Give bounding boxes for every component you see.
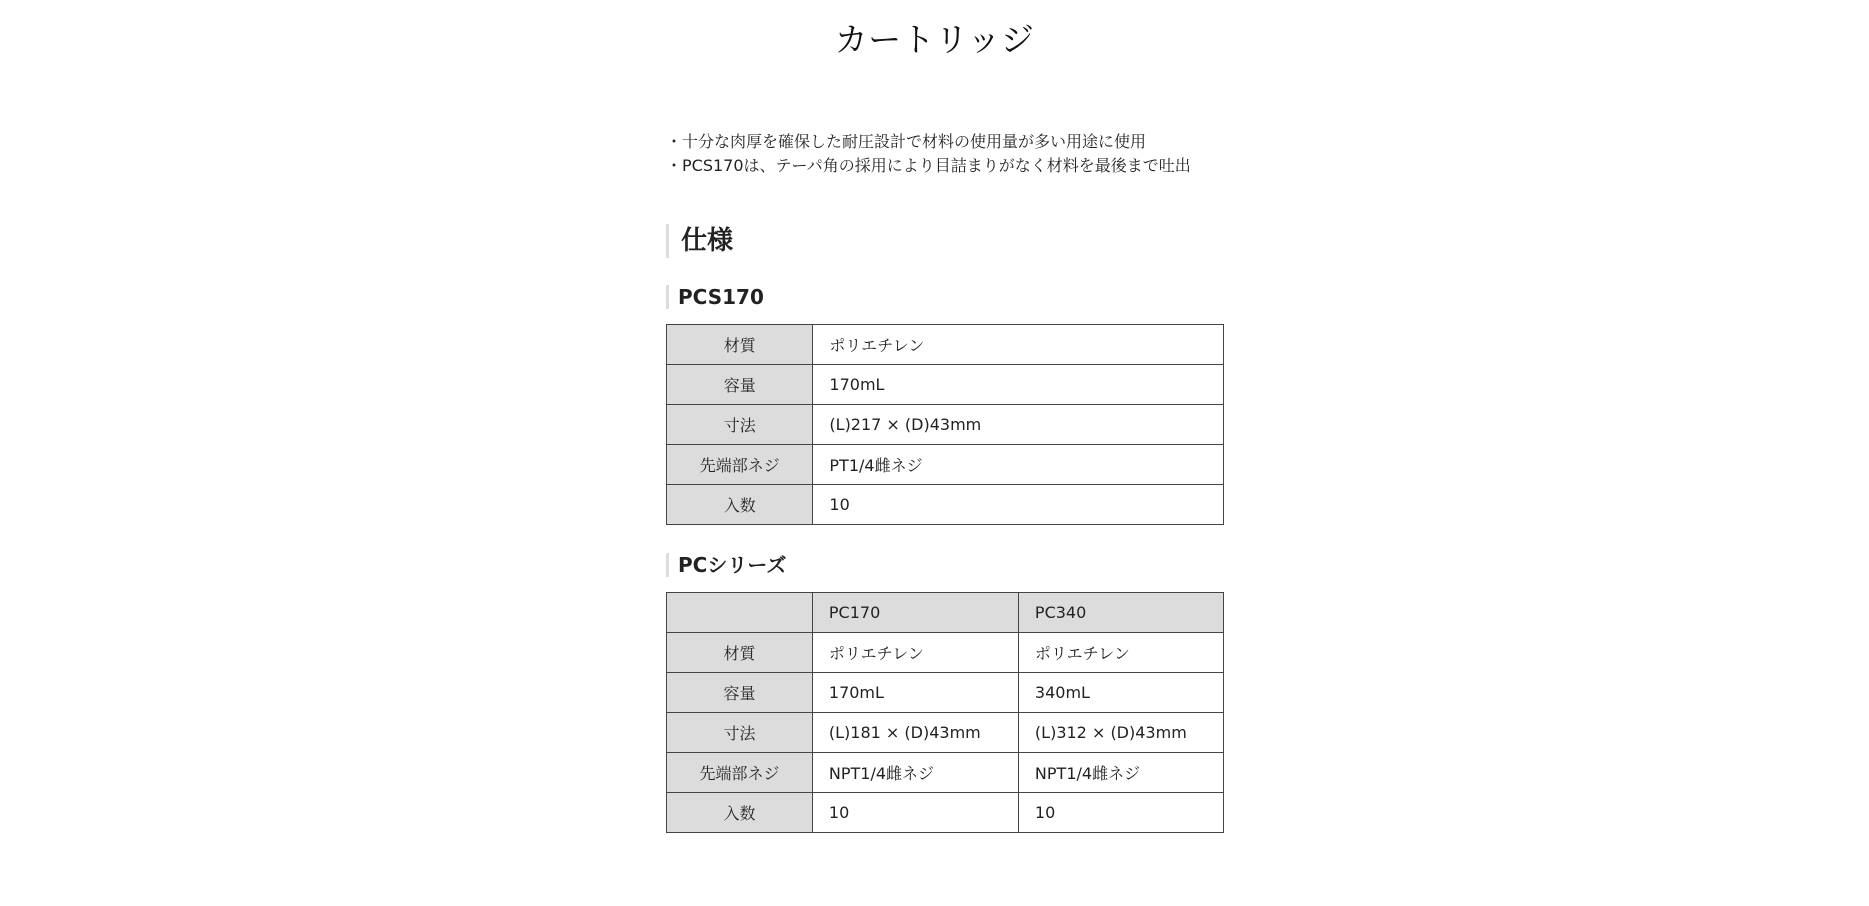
spec-heading: 仕様	[666, 224, 733, 258]
table-row	[667, 405, 1224, 445]
page-title: カートリッジ	[834, 20, 1035, 59]
feature-item: ・PCS170は、テーパ角の採用により目詰まりがなく材料を最後まで吐出	[666, 156, 1191, 175]
feature-list	[666, 130, 1191, 178]
row-label: 容量	[667, 673, 813, 713]
row-label: 先端部ネジ	[667, 753, 813, 793]
row-value: 340mL	[1018, 673, 1223, 713]
row-label: 入数	[667, 793, 813, 833]
pc-series-heading: PCシリーズ	[666, 553, 786, 577]
pcs170-heading: PCS170	[666, 285, 764, 309]
table-row	[667, 445, 1224, 485]
row-value: 170mL	[812, 673, 1018, 713]
row-value: ポリエチレン	[1018, 633, 1223, 673]
row-value: (L)181 × (D)43mm	[812, 713, 1018, 753]
row-value: 10	[1018, 793, 1223, 833]
table-row	[667, 485, 1224, 525]
row-value: (L)312 × (D)43mm	[1018, 713, 1223, 753]
table-row	[667, 633, 1224, 673]
row-label: 寸法	[667, 405, 813, 445]
row-value: (L)217 × (D)43mm	[813, 405, 1224, 445]
feature-item: ・十分な肉厚を確保した耐圧設計で材料の使用量が多い用途に使用	[666, 132, 1147, 151]
row-label: 材質	[667, 325, 813, 365]
pcs170-spec-table	[666, 324, 1224, 525]
row-value: ポリエチレン	[813, 325, 1224, 365]
column-header: PC170	[812, 593, 1018, 633]
row-value: NPT1/4雌ネジ	[1018, 753, 1223, 793]
row-label: 寸法	[667, 713, 813, 753]
table-row	[667, 673, 1224, 713]
table-row	[667, 365, 1224, 405]
row-label: 材質	[667, 633, 813, 673]
table-row	[667, 325, 1224, 365]
column-header: PC340	[1018, 593, 1223, 633]
pc-series-spec-table	[666, 592, 1224, 833]
table-row	[667, 753, 1224, 793]
table-row	[667, 793, 1224, 833]
row-label: 先端部ネジ	[667, 445, 813, 485]
row-value: 10	[813, 485, 1224, 525]
row-label: 入数	[667, 485, 813, 525]
row-value: PT1/4雌ネジ	[813, 445, 1224, 485]
row-label: 容量	[667, 365, 813, 405]
table-row	[667, 713, 1224, 753]
table-header-row	[667, 593, 1224, 633]
row-value: 10	[812, 793, 1018, 833]
row-value: 170mL	[813, 365, 1224, 405]
header-corner-cell	[667, 593, 813, 633]
row-value: NPT1/4雌ネジ	[812, 753, 1018, 793]
row-value: ポリエチレン	[812, 633, 1018, 673]
